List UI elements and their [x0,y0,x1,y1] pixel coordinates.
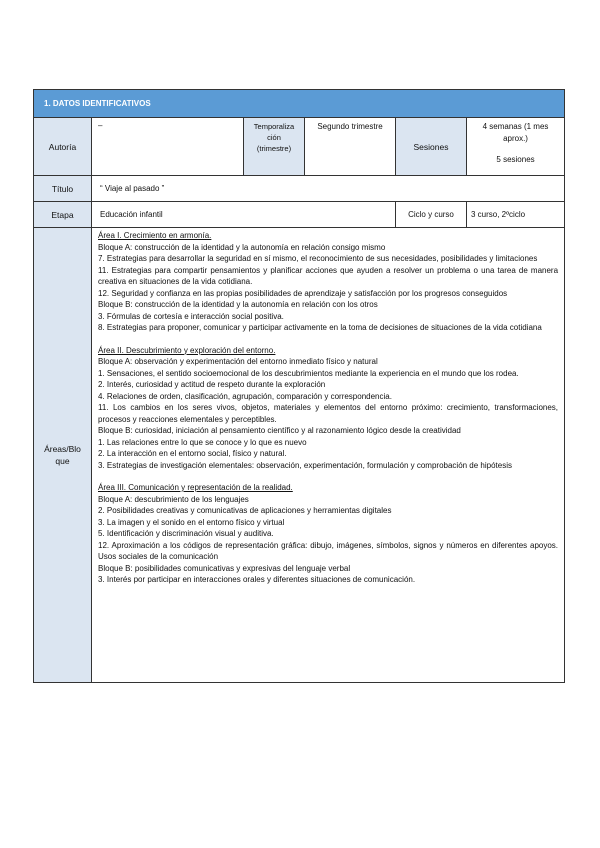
content-line: 1. Sensaciones, el sentido socioemocional de los descubrimientos mediante la experiencia en el mundo que los rodea. [98,368,519,378]
area-heading: Área II. Descubrimiento y exploración del entorno. [98,345,276,355]
temporalizacion-value: Segundo trimestre [305,118,396,176]
content-line: 3. La imagen y el sonido en el entorno físico y virtual [98,517,285,527]
spacer [98,334,558,345]
sesiones-count: 5 sesiones [496,155,535,164]
content-line: Bloque A: descubrimiento de los lenguajes [98,494,249,504]
content-line: Bloque B: curiosidad, iniciación al pensamiento científico y al razonamiento lógico desde la creatividad [98,426,461,435]
titulo-row [34,176,565,202]
area-heading: Área I. Crecimiento en armonía. [98,231,212,240]
sesiones-label: Sesiones [396,118,467,176]
content-line: Bloque B: posibilidades comunicativas y expresivas del lenguaje verbal [98,563,351,573]
content-line: 12. Seguridad y confianza en las propias posibilidades de aprendizaje y satisfacción por los progresos conseguidos [98,288,508,298]
temporalizacion-label: Temporaliza ción (trimestre) [244,118,305,176]
content-line: 2. Interés, curiosidad y actitud de respeto durante la exploración [98,380,326,389]
content-line: 7. Estrategias para desarrollar la seguridad en sí mismo, el reconocimiento de sus necesidades, posibilidades y limitaciones [98,254,538,263]
content-line: 3. Interés por participar en interacciones orales y diferentes situaciones de comunicación. [98,575,416,584]
identification-table [33,89,565,683]
spacer [98,471,558,482]
content-line: 11. Estrategias para compartir pensamientos y planificar acciones que ayuden a resolver un problema o una tarea de manera creativa en situaciones de la vida cotidiana. [98,265,559,286]
sesiones-duration: 4 semanas (1 mes aprox.) [482,122,549,143]
content-line: 2. Posibilidades creativas y comunicativas de aplicaciones y herramientas digitales [98,506,392,515]
content-line: 8. Estrategias para proponer, comunicar y participar activamente en la toma de decisiones de situaciones de la vida cotidiana [98,323,542,332]
content-line: Bloque A: observación y experimentación del entorno inmediato físico y natural [98,357,378,366]
areas-label: Áreas/Bloque [34,228,92,683]
etapa-value: Educación infantil [92,202,396,228]
content-line: 3. Fórmulas de cortesía e interacción social positiva. [98,311,284,321]
section-title: 1. DATOS IDENTIFICATIVOS [34,90,565,118]
autoria-value: – [92,118,244,176]
autoria-row [34,118,565,176]
etapa-label: Etapa [34,202,92,228]
area-heading: Área III. Comunicación y representación de la realidad. [98,483,293,492]
sesiones-cell [467,118,565,176]
ciclo-value: 3 curso, 2ºciclo [467,202,565,228]
content-line: 3. Estrategias de investigación elementales: observación, experimentación, formulación y comprobación de hipótesis [98,460,513,470]
content-line: 5. Identificación y discriminación visual y auditiva. [98,529,274,538]
autoria-label: Autoría [34,118,92,176]
etapa-row [34,202,565,228]
content-line: 4. Relaciones de orden, clasificación, agrupación, comparación y correspondencia. [98,391,392,401]
content-line: 1. Las relaciones entre lo que se conoce y lo que es nuevo [98,437,307,447]
content-line: Bloque B: construcción de la identidad y la autonomía en relación con los otros [98,300,378,309]
content-line: Bloque A: construcción de la identidad y la autonomía en relación consigo mismo [98,242,386,252]
content-line: 11. Los cambios en los seres vivos, objetos, materiales y elementos del entorno próximo: crecimiento, transformaciones, procesos y reacciones elementales y perceptibles. [98,403,559,424]
titulo-label: Título [34,176,92,202]
areas-row [34,228,565,683]
header-row [34,90,565,118]
content-line: 12. Aproximación a los códigos de representación gráfica: dibujo, imágenes, símbolos, signos y números en diferentes apoyos. Usos sociales de la comunicación [98,540,559,561]
content-line: 2. La interacción en el entorno social, físico y natural. [98,449,287,458]
ciclo-label: Ciclo y curso [396,202,467,228]
areas-content [92,228,565,683]
titulo-value: “ Viaje al pasado ” [92,176,565,202]
